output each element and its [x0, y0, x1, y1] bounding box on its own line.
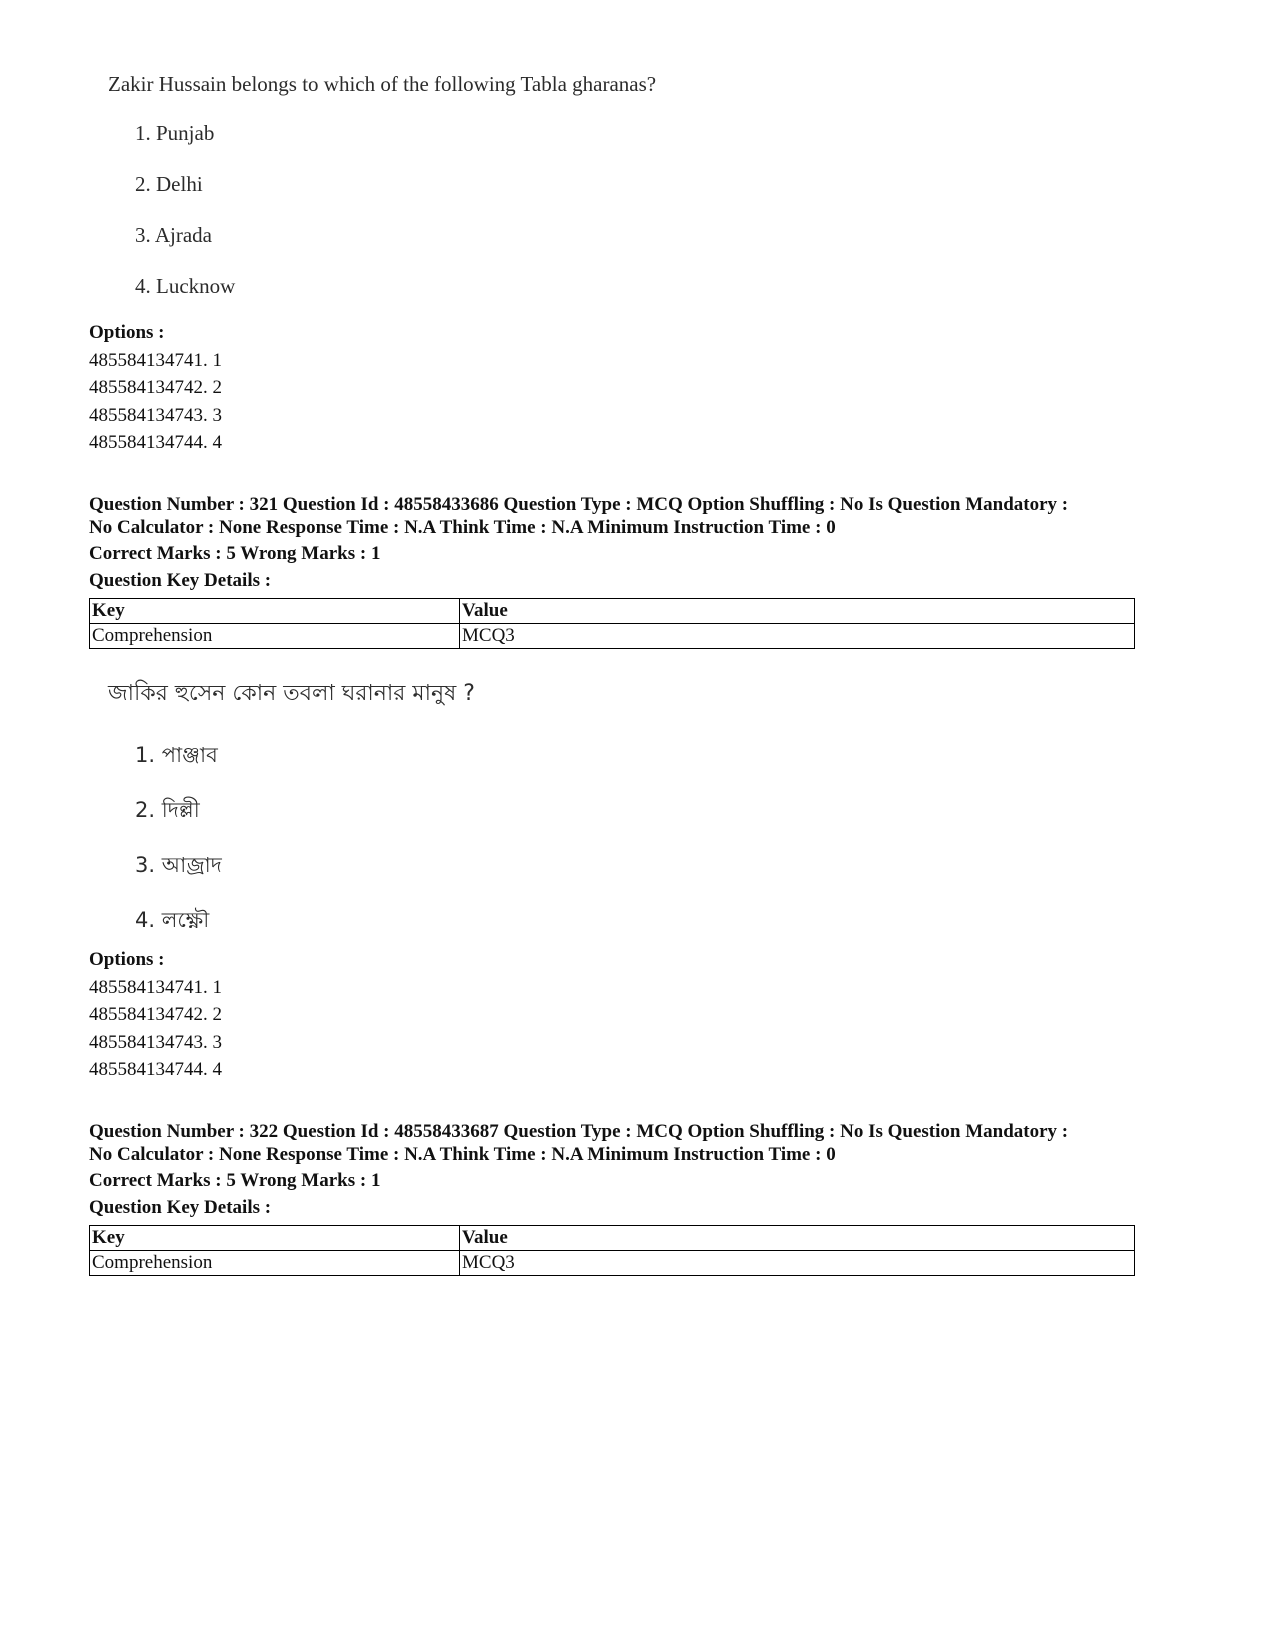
table-header-row — [90, 599, 1135, 624]
choice-item: 1. পাঞ্জাব — [135, 743, 218, 767]
table-row — [90, 624, 1135, 649]
header-key: Key — [90, 599, 460, 624]
cell-key: Comprehension — [90, 624, 460, 649]
key-value-table — [89, 598, 1135, 649]
choice-item: 2. দিল্লী — [135, 798, 200, 822]
choice-item: 4. Lucknow — [135, 274, 236, 298]
option-item: 485584134744. 4 — [89, 1059, 222, 1080]
key-value-table — [89, 1225, 1135, 1276]
option-item: 485584134744. 4 — [89, 432, 222, 453]
options-title: Options : — [89, 322, 165, 343]
question-choices — [108, 739, 475, 934]
meta-line: No Calculator : None Response Time : N.A Think Time : N.A Minimum Instruction Time : 0 — [89, 1144, 836, 1165]
cell-value: MCQ3 — [460, 624, 1135, 649]
question-choices — [108, 121, 656, 304]
marks-line: Correct Marks : 5 Wrong Marks : 1 — [89, 543, 381, 564]
header-value: Value — [460, 599, 1135, 624]
table-row — [90, 1251, 1135, 1276]
option-item: 485584134743. 3 — [89, 1031, 222, 1053]
choice-item: 3. আজ্রাদ — [135, 853, 222, 877]
options-list — [89, 946, 222, 1084]
choice-item: 2. Delhi — [135, 172, 203, 196]
meta-line: Question Number : 321 Question Id : 48558433686 Question Type : MCQ Option Shuffling : No Is Question Mandatory : — [89, 494, 1069, 515]
question-bengali — [108, 676, 475, 934]
cell-key: Comprehension — [90, 1251, 460, 1276]
meta-line: No Calculator : None Response Time : N.A Think Time : N.A Minimum Instruction Time : 0 — [89, 517, 836, 538]
table-header-row — [90, 1226, 1135, 1251]
option-item: 485584134743. 3 — [89, 404, 222, 426]
key-details-heading: Question Key Details : — [89, 1197, 272, 1218]
option-item: 485584134741. 1 — [89, 349, 222, 371]
choice-item: 1. Punjab — [135, 121, 215, 145]
cell-value: MCQ3 — [460, 1251, 1135, 1276]
option-item: 485584134742. 2 — [89, 1004, 222, 1025]
options-list — [89, 319, 222, 457]
question-meta — [89, 493, 1189, 539]
choice-item: 4. লক্ষ্ণৌ — [135, 908, 210, 932]
question-english — [108, 72, 656, 304]
option-item: 485584134742. 2 — [89, 377, 222, 398]
options-title: Options : — [89, 949, 165, 970]
key-details-heading: Question Key Details : — [89, 570, 272, 591]
question-meta — [89, 1120, 1189, 1166]
question-text: Zakir Hussain belongs to which of the following Tabla gharanas? — [108, 72, 657, 96]
meta-line: Question Number : 322 Question Id : 48558433687 Question Type : MCQ Option Shuffling : No Is Question Mandatory : — [89, 1121, 1069, 1142]
choice-item: 3. Ajrada — [135, 223, 212, 247]
option-item: 485584134741. 1 — [89, 976, 222, 998]
question-text: জাকির হুসেন কোন তবলা ঘরানার মানুষ ? — [108, 681, 475, 706]
header-key: Key — [90, 1226, 460, 1251]
marks-line: Correct Marks : 5 Wrong Marks : 1 — [89, 1170, 381, 1191]
header-value: Value — [460, 1226, 1135, 1251]
